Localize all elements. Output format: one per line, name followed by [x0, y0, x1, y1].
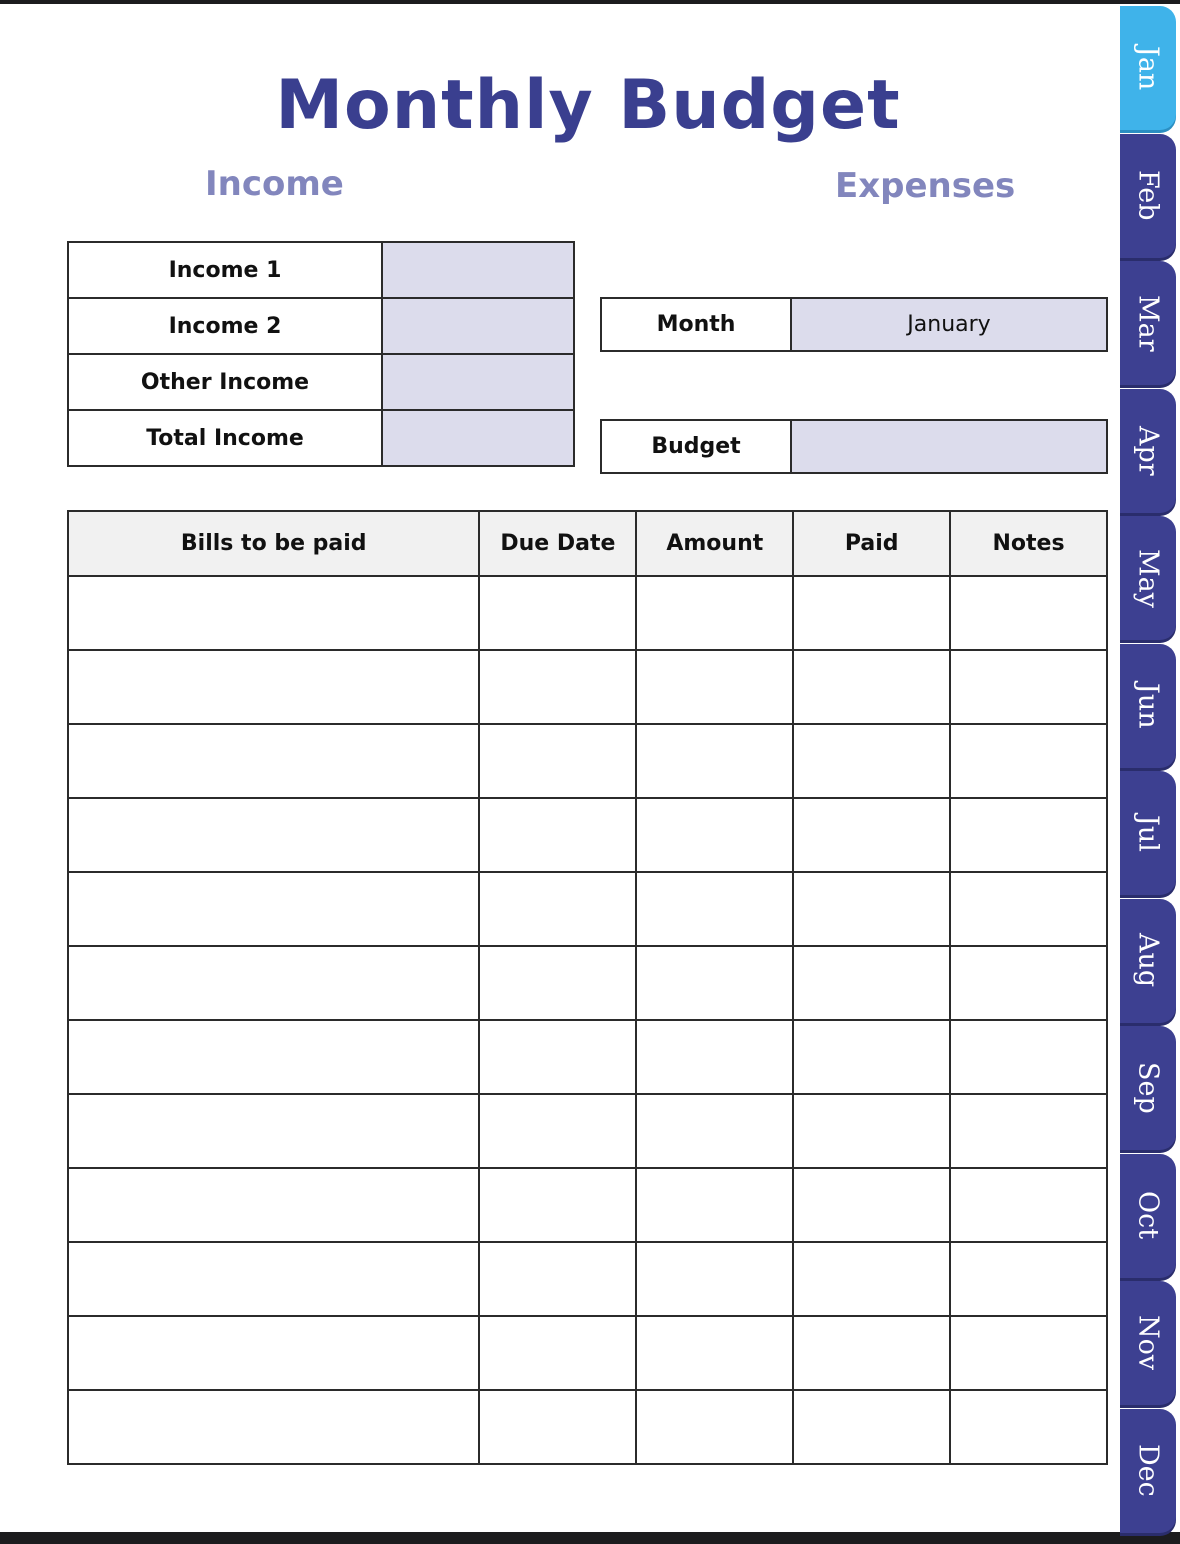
tab-jan[interactable]	[1120, 6, 1176, 130]
due-date-cell[interactable]	[479, 872, 636, 946]
income-table	[67, 241, 575, 467]
bill-name-cell[interactable]	[68, 576, 479, 650]
due-date-cell[interactable]	[479, 1020, 636, 1094]
income-row	[68, 410, 574, 466]
due-date-cell[interactable]	[479, 576, 636, 650]
table-row	[68, 798, 1107, 872]
paid-cell[interactable]	[793, 1390, 950, 1464]
amount-cell[interactable]	[636, 1242, 793, 1316]
amount-cell[interactable]	[636, 1020, 793, 1094]
due-date-cell[interactable]	[479, 798, 636, 872]
amount-cell[interactable]	[636, 1316, 793, 1390]
table-row	[68, 1094, 1107, 1168]
due-date-cell[interactable]	[479, 1168, 636, 1242]
tab-mar[interactable]	[1120, 261, 1176, 385]
paid-cell[interactable]	[793, 650, 950, 724]
notes-cell[interactable]	[950, 576, 1107, 650]
income-1-field[interactable]	[382, 242, 574, 298]
due-date-header: Due Date	[479, 511, 636, 576]
expenses-section-label: Expenses	[835, 166, 1016, 206]
paid-cell[interactable]	[793, 1094, 950, 1168]
table-row	[68, 1242, 1107, 1316]
notes-cell[interactable]	[950, 798, 1107, 872]
amount-cell[interactable]	[636, 798, 793, 872]
amount-cell[interactable]	[636, 946, 793, 1020]
table-row	[68, 576, 1107, 650]
month-field[interactable]: January	[791, 298, 1107, 351]
paid-header: Paid	[793, 511, 950, 576]
tab-label: Feb	[1132, 170, 1164, 221]
income-1-label: Income 1	[68, 242, 382, 298]
amount-header: Amount	[636, 511, 793, 576]
tab-jun[interactable]	[1120, 644, 1176, 768]
tab-aug[interactable]	[1120, 899, 1176, 1023]
income-row	[68, 242, 574, 298]
bills-header: Bills to be paid	[68, 511, 479, 576]
paid-cell[interactable]	[793, 576, 950, 650]
table-row	[68, 724, 1107, 798]
notes-cell[interactable]	[950, 946, 1107, 1020]
due-date-cell[interactable]	[479, 1242, 636, 1316]
due-date-cell[interactable]	[479, 1390, 636, 1464]
bill-name-cell[interactable]	[68, 798, 479, 872]
total-income-label: Total Income	[68, 410, 382, 466]
table-row	[68, 1390, 1107, 1464]
notes-cell[interactable]	[950, 872, 1107, 946]
bill-name-cell[interactable]	[68, 1020, 479, 1094]
notes-cell[interactable]	[950, 650, 1107, 724]
amount-cell[interactable]	[636, 1168, 793, 1242]
amount-cell[interactable]	[636, 724, 793, 798]
bills-header-row	[68, 511, 1107, 576]
table-row	[68, 872, 1107, 946]
total-income-field[interactable]	[382, 410, 574, 466]
tab-nov[interactable]	[1120, 1281, 1176, 1405]
amount-cell[interactable]	[636, 1094, 793, 1168]
bill-name-cell[interactable]	[68, 650, 479, 724]
tab-label: Mar	[1132, 294, 1164, 352]
month-tabs	[1120, 4, 1180, 1532]
tab-label: Oct	[1132, 1191, 1164, 1240]
bill-name-cell[interactable]	[68, 724, 479, 798]
income-row	[68, 298, 574, 354]
tab-dec[interactable]	[1120, 1409, 1176, 1533]
due-date-cell[interactable]	[479, 724, 636, 798]
tab-label: Jan	[1132, 45, 1164, 91]
amount-cell[interactable]	[636, 576, 793, 650]
bill-name-cell[interactable]	[68, 1168, 479, 1242]
due-date-cell[interactable]	[479, 1094, 636, 1168]
bill-name-cell[interactable]	[68, 1390, 479, 1464]
tab-label: Aug	[1132, 933, 1164, 988]
notes-header: Notes	[950, 511, 1107, 576]
notes-cell[interactable]	[950, 1390, 1107, 1464]
paid-cell[interactable]	[793, 872, 950, 946]
paid-cell[interactable]	[793, 1316, 950, 1390]
amount-cell[interactable]	[636, 1390, 793, 1464]
month-table	[600, 297, 1108, 352]
table-row	[68, 1168, 1107, 1242]
notes-cell[interactable]	[950, 1316, 1107, 1390]
bill-name-cell[interactable]	[68, 1094, 479, 1168]
notes-cell[interactable]	[950, 1094, 1107, 1168]
other-income-field[interactable]	[382, 354, 574, 410]
page-title: Monthly Budget	[275, 66, 901, 145]
paid-cell[interactable]	[793, 798, 950, 872]
due-date-cell[interactable]	[479, 946, 636, 1020]
month-label: Month	[601, 298, 791, 351]
income-2-field[interactable]	[382, 298, 574, 354]
tab-label: Apr	[1132, 425, 1164, 476]
tab-label: Jul	[1132, 814, 1164, 852]
income-section-label: Income	[205, 164, 344, 204]
notes-cell[interactable]	[950, 1020, 1107, 1094]
income-row	[68, 354, 574, 410]
paid-cell[interactable]	[793, 1168, 950, 1242]
notes-cell[interactable]	[950, 1168, 1107, 1242]
bills-body	[68, 576, 1107, 1464]
tab-label: Sep	[1132, 1062, 1164, 1114]
tab-label: Jun	[1132, 682, 1164, 729]
table-row	[68, 1316, 1107, 1390]
tab-label: Nov	[1132, 1315, 1164, 1371]
tab-jul[interactable]	[1120, 771, 1176, 895]
tab-label: Dec	[1132, 1444, 1164, 1497]
tab-apr[interactable]	[1120, 389, 1176, 513]
paid-cell[interactable]	[793, 1242, 950, 1316]
table-row	[68, 650, 1107, 724]
bills-table	[67, 510, 1108, 1465]
bill-name-cell[interactable]	[68, 1316, 479, 1390]
budget-field[interactable]	[791, 420, 1107, 473]
paid-cell[interactable]	[793, 1020, 950, 1094]
bill-name-cell[interactable]	[68, 946, 479, 1020]
table-row	[68, 946, 1107, 1020]
tab-sep[interactable]	[1120, 1026, 1176, 1150]
bill-name-cell[interactable]	[68, 872, 479, 946]
notes-cell[interactable]	[950, 724, 1107, 798]
income-2-label: Income 2	[68, 298, 382, 354]
tab-label: May	[1132, 548, 1164, 608]
due-date-cell[interactable]	[479, 1316, 636, 1390]
budget-table	[600, 419, 1108, 474]
amount-cell[interactable]	[636, 650, 793, 724]
due-date-cell[interactable]	[479, 650, 636, 724]
tab-oct[interactable]	[1120, 1154, 1176, 1278]
table-row	[68, 1020, 1107, 1094]
tab-feb[interactable]	[1120, 134, 1176, 258]
paid-cell[interactable]	[793, 724, 950, 798]
budget-label: Budget	[601, 420, 791, 473]
bill-name-cell[interactable]	[68, 1242, 479, 1316]
paid-cell[interactable]	[793, 946, 950, 1020]
notes-cell[interactable]	[950, 1242, 1107, 1316]
tab-may[interactable]	[1120, 516, 1176, 640]
other-income-label: Other Income	[68, 354, 382, 410]
amount-cell[interactable]	[636, 872, 793, 946]
